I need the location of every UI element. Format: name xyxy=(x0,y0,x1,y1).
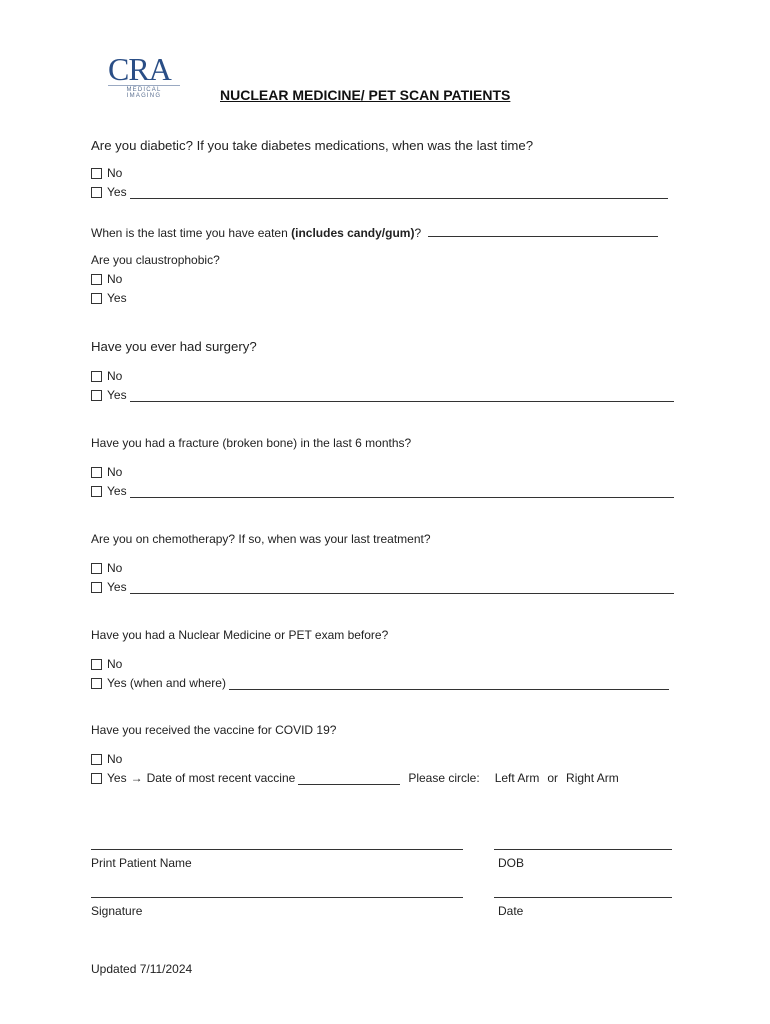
fracture-yes-field[interactable] xyxy=(130,485,674,498)
checkbox[interactable] xyxy=(91,486,102,497)
arrow-right-icon: → xyxy=(130,771,143,785)
checkbox[interactable] xyxy=(91,293,102,304)
logo-text: CRA xyxy=(108,51,171,87)
option-diabetic-yes[interactable] xyxy=(91,185,668,199)
question-chemotherapy: Are you on chemotherapy? If so, when was your last treatment? xyxy=(91,532,431,546)
prior-exam-field[interactable] xyxy=(229,677,669,690)
or-text: or xyxy=(547,771,559,785)
checkbox[interactable] xyxy=(91,467,102,478)
option-surgery-yes[interactable] xyxy=(91,388,674,402)
option-label: No xyxy=(107,752,123,766)
checkbox[interactable] xyxy=(91,390,102,401)
question-text: When is the last time you have eaten xyxy=(91,226,292,240)
option-label: Yes xyxy=(107,484,127,498)
question-covid-vaccine: Have you received the vaccine for COVID 19? xyxy=(91,723,337,737)
question-claustrophobic: Are you claustrophobic? xyxy=(91,253,220,267)
checkbox[interactable] xyxy=(91,168,102,179)
question-fracture: Have you had a fracture (broken bone) in the last 6 months? xyxy=(91,436,412,450)
option-label: Yes xyxy=(107,185,127,199)
logo-subtitle: MEDICAL IMAGING xyxy=(108,85,180,99)
checkbox[interactable] xyxy=(91,187,102,198)
vaccine-date-field[interactable] xyxy=(298,772,400,785)
dob-label: DOB xyxy=(498,856,525,870)
option-chemo-yes[interactable] xyxy=(91,580,674,594)
option-diabetic-no[interactable] xyxy=(91,166,122,180)
option-fracture-yes[interactable] xyxy=(91,484,674,498)
option-fracture-no[interactable] xyxy=(91,465,122,479)
option-prior-exam-yes[interactable] xyxy=(91,676,669,690)
checkbox[interactable] xyxy=(91,371,102,382)
dob-field[interactable] xyxy=(494,848,672,850)
option-label: No xyxy=(107,166,123,180)
option-label: Yes xyxy=(107,771,127,785)
option-label: No xyxy=(107,465,123,479)
option-label: No xyxy=(107,657,123,671)
option-label: No xyxy=(107,272,123,286)
date-field[interactable] xyxy=(494,896,672,898)
chemo-yes-field[interactable] xyxy=(130,581,674,594)
option-surgery-no[interactable] xyxy=(91,369,122,383)
checkbox[interactable] xyxy=(91,773,102,784)
last-eaten-field[interactable] xyxy=(428,224,658,237)
option-label: Yes xyxy=(107,388,127,402)
checkbox[interactable] xyxy=(91,678,102,689)
page-title: NUCLEAR MEDICINE/ PET SCAN PATIENTS xyxy=(220,87,511,103)
option-claustrophobic-no[interactable] xyxy=(91,272,122,286)
print-name-field[interactable] xyxy=(91,848,463,850)
question-last-eaten xyxy=(91,224,658,240)
option-prior-exam-no[interactable] xyxy=(91,657,122,671)
question-prior-exam: Have you had a Nuclear Medicine or PET exam before? xyxy=(91,628,389,642)
signature-label: Signature xyxy=(91,904,143,918)
option-vaccine-no[interactable] xyxy=(91,752,122,766)
question-bold: (includes candy/gum) xyxy=(291,226,415,240)
option-label: No xyxy=(107,561,123,575)
checkbox[interactable] xyxy=(91,274,102,285)
logo xyxy=(108,51,188,99)
signature-field[interactable] xyxy=(91,896,463,898)
question-surgery: Have you ever had surgery? xyxy=(91,339,257,354)
option-label: No xyxy=(107,369,123,383)
question-suffix: ? xyxy=(414,226,422,240)
option-label: Yes (when and where) xyxy=(107,676,226,690)
checkbox[interactable] xyxy=(91,563,102,574)
option-label: Yes xyxy=(107,580,127,594)
vaccine-date-label: Date of most recent vaccine xyxy=(146,771,296,785)
print-name-label: Print Patient Name xyxy=(91,856,192,870)
circle-label: Please circle: xyxy=(408,771,480,785)
surgery-yes-field[interactable] xyxy=(130,389,674,402)
checkbox[interactable] xyxy=(91,582,102,593)
right-arm-option[interactable]: Right Arm xyxy=(566,771,619,785)
diabetic-yes-field[interactable] xyxy=(130,186,668,199)
checkbox[interactable] xyxy=(91,754,102,765)
updated-date: Updated 7/11/2024 xyxy=(91,962,193,976)
option-chemo-no[interactable] xyxy=(91,561,122,575)
option-vaccine-yes[interactable] xyxy=(91,771,619,785)
left-arm-option[interactable]: Left Arm xyxy=(494,771,540,785)
option-claustrophobic-yes[interactable] xyxy=(91,291,127,305)
checkbox[interactable] xyxy=(91,659,102,670)
question-diabetic: Are you diabetic? If you take diabetes medications, when was the last time? xyxy=(91,138,534,153)
option-label: Yes xyxy=(107,291,127,305)
date-label: Date xyxy=(498,904,524,918)
